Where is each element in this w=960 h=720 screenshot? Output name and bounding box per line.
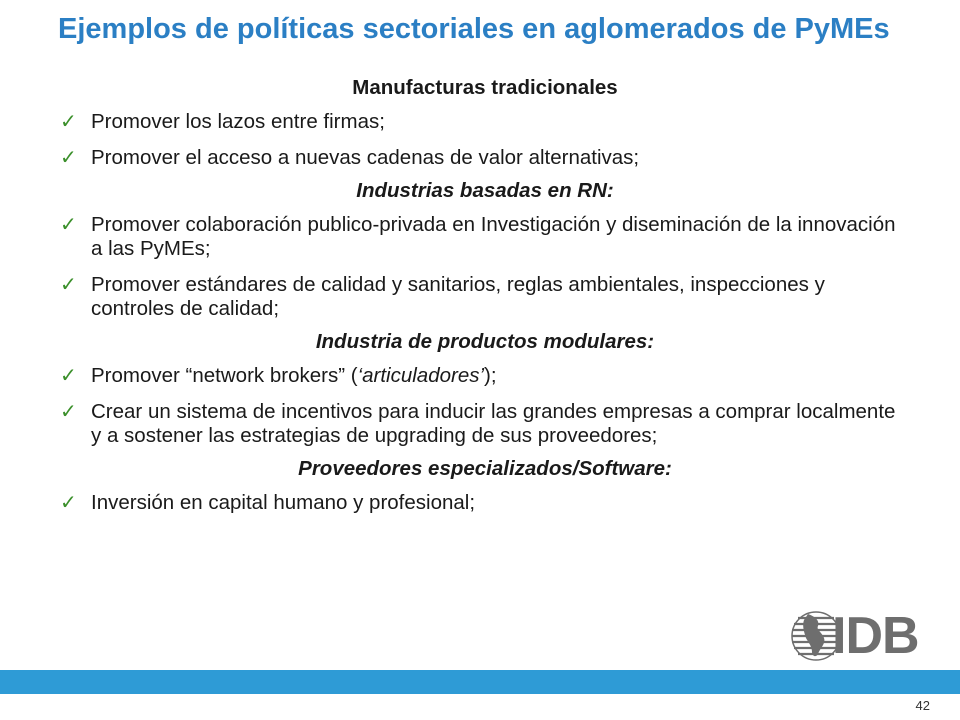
checkmark-icon: ✓ — [60, 274, 77, 296]
checkmark-icon: ✓ — [60, 214, 77, 236]
list-item — [60, 213, 910, 261]
list-item-text: Promover “network brokers” (‘articuladores’); — [91, 364, 497, 387]
checkmark-icon: ✓ — [60, 492, 77, 514]
checkmark-icon: ✓ — [60, 147, 77, 169]
checkmark-icon: ✓ — [60, 401, 77, 423]
section-heading: Industrias basadas en RN: — [356, 179, 614, 202]
idb-logo-text: IDB — [832, 607, 919, 665]
list-item-text: Promover colaboración publico-privada en Investigación y diseminación de la innovación a las PyMEs; — [91, 213, 896, 260]
list-item — [60, 491, 910, 515]
list-item-text: Promover el acceso a nuevas cadenas de valor alternativas; — [91, 146, 640, 169]
list-item-text: Promover estándares de calidad y sanitarios, reglas ambientales, inspecciones y controles de calidad; — [91, 273, 825, 320]
list-item — [60, 273, 910, 321]
italic-term: ‘articuladores’ — [357, 364, 485, 387]
section-heading: Industria de productos modulares: — [315, 330, 655, 353]
slide-content — [60, 76, 910, 515]
checkmark-icon: ✓ — [60, 111, 77, 133]
page-number: 42 — [915, 698, 930, 713]
section-heading: Proveedores especializados/Software: — [298, 457, 672, 480]
footer-bar — [0, 670, 960, 694]
list-item — [60, 110, 910, 134]
list-item — [60, 146, 910, 170]
section-heading: Manufacturas tradicionales — [352, 76, 618, 99]
list-item-text: Inversión en capital humano y profesional; — [91, 491, 476, 514]
list-item-text: Crear un sistema de incentivos para inducir las grandes empresas a comprar localmente y a sostener las estrategias de upgrading de sus proveedores; — [91, 400, 896, 447]
list-item — [60, 400, 910, 448]
checkmark-icon: ✓ — [60, 365, 77, 387]
slide-title: Ejemplos de políticas sectoriales en aglomerados de PyMEs — [58, 13, 890, 45]
list-item-text: Promover los lazos entre firmas; — [91, 110, 385, 133]
list-item — [60, 364, 910, 388]
